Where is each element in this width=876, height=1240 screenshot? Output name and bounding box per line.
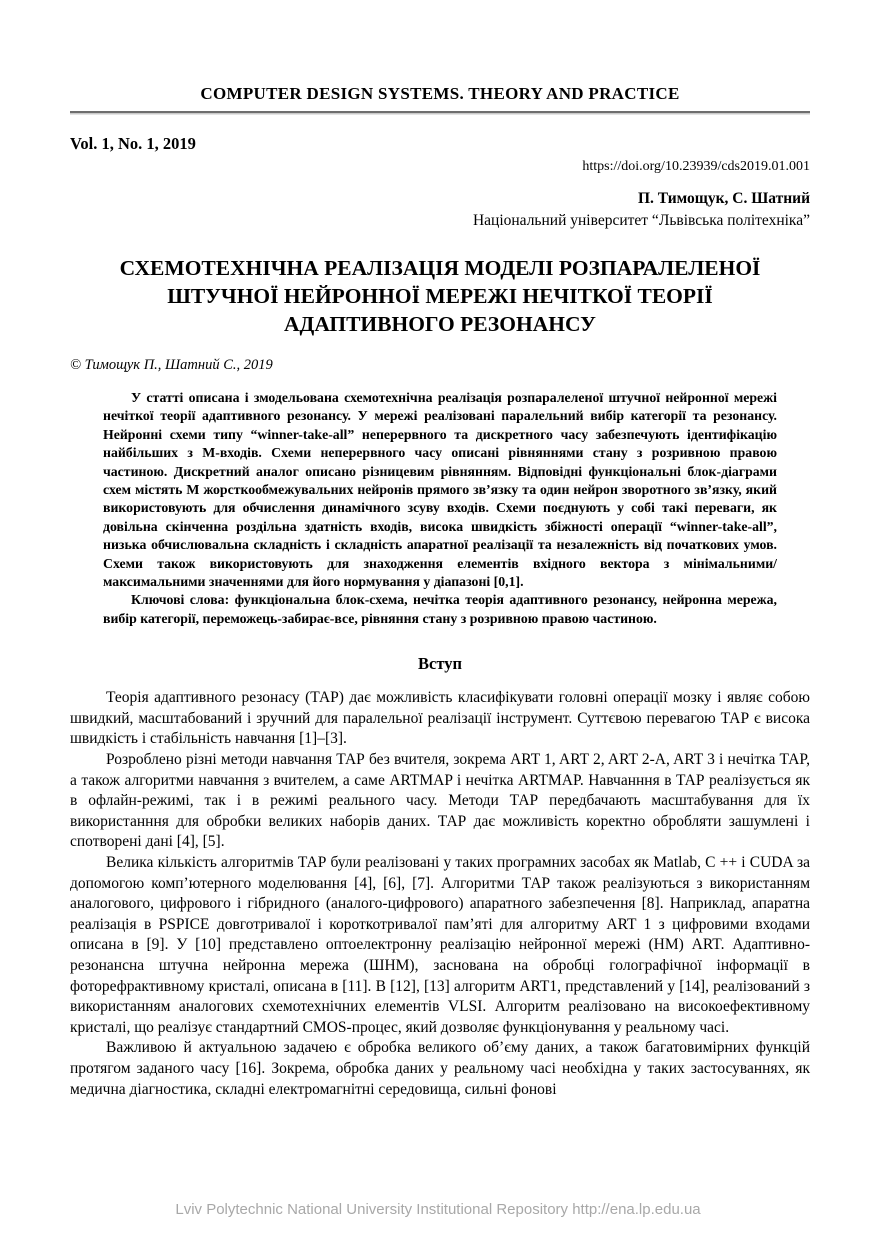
author-names: П. Тимощук, С. Шатний [637, 190, 810, 207]
author-affiliation: Національний університет “Львівська політехніка” [472, 212, 810, 229]
repository-stamp: Lviv Polytechnic National University Institutional Repository http://ena.lp.edu.ua [175, 1201, 701, 1218]
journal-title: COMPUTER DESIGN SYSTEMS. THEORY AND PRACTICE [200, 84, 680, 103]
section-heading-intro: Вступ [418, 654, 462, 674]
intro-paragraph-2: Розроблено різні методи навчання ТАР без вчителя, зокрема ART 1, ART 2, ART 2-A, ART 3 і нечітка ТАР, а також алгоритми навчання з вчителем, а саме ARTMAP і нечітка ARTMAP. Навчанння в ТАР реалізується як в офлайн-режимі, так і в режимі реального часу. Методи ТАР передбачають масштабування для їх використанння для обробки великих наборів даних. ТАР дає можливість коректно обробляти зашумлені і спотворені дані [4], [5]. [70, 751, 810, 851]
journal-header [70, 84, 810, 113]
intro-paragraph-4: Важливою й актуальною задачею є обробка великого об’єму даних, а також багатовимірних функцій протягом заданого часу [16]. Зокрема, обробка даних у реальному часі необхідна у таких застосуваннях, як медична діагностика, складні електромагнітні середовища, сильні фонові [70, 1039, 810, 1098]
abstract-block [103, 389, 777, 628]
copyright-line: © Тимощук П., Шатний С., 2019 [70, 357, 273, 373]
article-title: СХЕМОТЕХНІЧНА РЕАЛІЗАЦІЯ МОДЕЛІ РОЗПАРАЛЕЛЕНОЇ ШТУЧНОЇ НЕЙРОННОЇ МЕРЕЖІ НЕЧІТКОЇ ТЕОРІЇ АДАПТИВНОГО РЕЗОНАНСУ [119, 256, 761, 336]
intro-paragraph-3: Велика кількість алгоритмів ТАР були реалізовані у таких програмних засобах як Matlab, C ++ і CUDA за допомогою комп’ютерного моделювання [4], [6], [7]. Алгоритми ТАР також реалізуються з використанням аналогового, цифрового і гібридного (аналого-цифрового) апаратного забезпечення [8]. Наприклад, апаратна реалізація в PSPICE довготривалої і короткотривалої пам’яті для алгоритму ART 1 з цифровими входами описана в [9]. У [10] представлено оптоелектронну реалізацію нейронної мережі (НМ) ART. Адаптивно-резонансна штучна нейронна мережа (ШНМ), заснована на обробці голографічної інформації в фоторефрактивному кристалі, описана в [11]. В [12], [13] алгоритм ART1, представлений у [14], реалізований з використанням аналогових схемотехнічних елементів VLSI. Алгоритм реалізовано на високоефективному кристалі, що реалізує стандартний CMOS-процес, який дозволяє функціонування у реальному часі. [70, 854, 810, 1036]
intro-paragraph-1: Теорія адаптивного резонасу (ТАР) дає можливість класифікувати головні операції мозку і являє собою швидкий, масштабований і зручний для паралельної реалізації інструмент. Суттєвою перевагою ТАР є висока швидкість і стабільність навчання [1]–[3]. [70, 689, 810, 748]
volume-issue: Vol. 1, No. 1, 2019 [70, 134, 196, 153]
doi-link[interactable]: https://doi.org/10.23939/cds2019.01.001 [582, 159, 810, 174]
introduction-section [70, 688, 810, 1100]
doi-line [70, 159, 810, 175]
keywords-text: Ключові слова: функціональна блок-схема, нечітка теорія адаптивного резонансу, нейронна мережа, вибір категорії, переможець-забирає-все, рівняння стану з розривною правою частиною. [103, 592, 777, 626]
abstract-text: У статті описана і змодельована схемотехнічна реалізація розпаралеленої штучної нейронної мережі нечіткої теорії адаптивного резонансу. У мережі реалізовані паралельний вибір категорії та резонансу. Нейронні схеми типу “winner-take-all” неперервного та дискретного часу забезпечують ідентифікацію найбільших з М-входів. Схеми неперервного часу описані рівняннями стану з розривною правою частиною. Дискретний аналог описано різницевим рівнянням. Відповідні функціональні блок-діаграми схем містять М жорсткообмежувальних нейронів прямого зв’язку та один нейрон зворотного зв’язку, який використовують для обчислення динамічного зсуву входів. Схеми поєднують у собі такі переваги, як довільна скінченна роздільна здатність входів, висока швидкість збіжності операції “winner-take-all”, низька обчислювальна складність і складність апаратної реалізації та незалежність від початкових умов. Схеми також використовують для знаходження елементів вхідного вектора з мінімальними/максимальними значеннями для його нормування у діапазоні [0,1]. [103, 390, 777, 590]
